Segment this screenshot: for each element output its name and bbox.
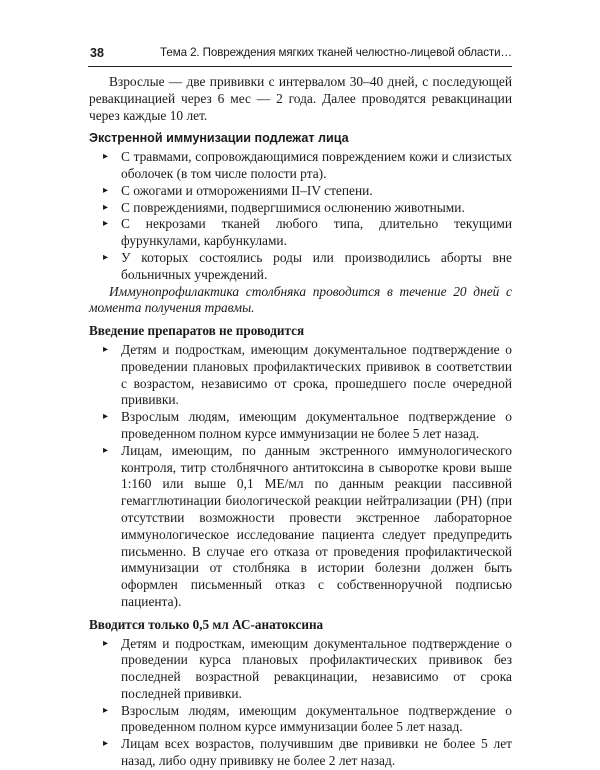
section-heading-toxoid-only: Вводится только 0,5 мл АС-анатоксина	[89, 616, 324, 632]
triangle-bullet-icon: ▸	[103, 704, 109, 716]
list-item	[89, 200, 512, 217]
list-item-text: Детям и подросткам, имеющим документальное подтверждение о проведении плановых профилактических прививок в соответствии с возрастом, независимо от срока, прошедшего после очередной прививки.	[121, 341, 512, 408]
section-heading-not-administered: Введение препаратов не проводится	[89, 323, 305, 339]
page-header	[88, 44, 512, 67]
list-item-text: Лицам всех возрастов, получившим две прививки не более 5 лет назад, либо одну прививку не более 2 лет назад.	[121, 736, 512, 769]
list-item-text: Взрослым людям, имеющим документальное подтверждение о проведенном полном курсе иммунизации не более 5 лет назад.	[121, 409, 512, 441]
immunoprophylaxis-note: Иммунопрофилактика столбняка проводится в течение 20 дней с момента получения травмы.	[89, 283, 512, 316]
list-item	[89, 250, 512, 284]
emergency-immunization-list	[89, 149, 512, 283]
list-item	[89, 736, 512, 770]
page-number: 38	[90, 46, 104, 60]
triangle-bullet-icon: ▸	[103, 444, 109, 456]
list-item	[89, 342, 512, 409]
list-item-text: Детям и подросткам, имеющим документальное подтверждение о проведении курса плановых профилактических прививок без последней возрастной ревакцинации, независимо от срока последней прививки.	[121, 635, 512, 701]
triangle-bullet-icon: ▸	[103, 738, 109, 750]
list-item	[89, 183, 512, 200]
intro-paragraph: Взрослые — две прививки с интервалом 30–40 дней, с последующей ревакцинацией через 6 мес — 2 года. Далее проводятся ревакцинации через каждые 10 лет.	[89, 74, 512, 123]
list-item-text: У которых состоялись роды или производились аборты вне больничных учреждений.	[121, 249, 512, 282]
list-item-text: С повреждениями, подвергшимися ослюнению животными.	[121, 199, 465, 215]
triangle-bullet-icon: ▸	[103, 411, 109, 423]
list-item-text: С травмами, сопровождающимися повреждением кожи и слизистых оболочек (в том числе полости рта).	[121, 149, 512, 181]
list-item	[89, 216, 512, 250]
triangle-bullet-icon: ▸	[103, 218, 109, 230]
triangle-bullet-icon: ▸	[103, 343, 109, 355]
list-item-text: Взрослым людям, имеющим документальное подтверждение о проведенном полном курсе иммунизации более 5 лет назад.	[121, 702, 512, 735]
triangle-bullet-icon: ▸	[103, 637, 109, 649]
section-heading-emergency-immunization: Экстренной иммунизации подлежат лица	[89, 131, 349, 146]
triangle-bullet-icon: ▸	[103, 184, 109, 196]
not-administered-list	[89, 342, 512, 611]
triangle-bullet-icon: ▸	[103, 251, 109, 263]
triangle-bullet-icon: ▸	[103, 151, 109, 163]
list-item-text: С ожогами и отморожениями II–IV степени.	[121, 182, 373, 198]
page-content	[89, 74, 512, 770]
list-item-text: С некрозами тканей любого типа, длительно текущими фурункулами, карбункулами.	[121, 216, 512, 249]
list-item-text: Лицам, имеющим, по данным экстренного иммунологического контроля, титр столбнячного антитоксина в сыворотке крови выше 1:160 или выше 0,1 МЕ/мл по данным реакции пассивной гемагглютинации биологической реакции нейтрализации (РН) (при отсутствии возможности провести экстренное лабораторное иммунологическое исследование пациента следует предупредить письменно. В случае его отказа от проведения профилактической иммунизации от столбняка в истории болезни должен быть оформлен письменный отказ с собственноручной подписью пациента).	[121, 442, 512, 609]
list-item	[89, 443, 512, 611]
list-item	[89, 636, 512, 703]
list-item	[89, 703, 512, 737]
list-item	[89, 409, 512, 443]
running-title: Тема 2. Повреждения мягких тканей челюстно-лицевой области…	[160, 46, 512, 59]
triangle-bullet-icon: ▸	[103, 201, 109, 213]
list-item	[89, 149, 512, 183]
